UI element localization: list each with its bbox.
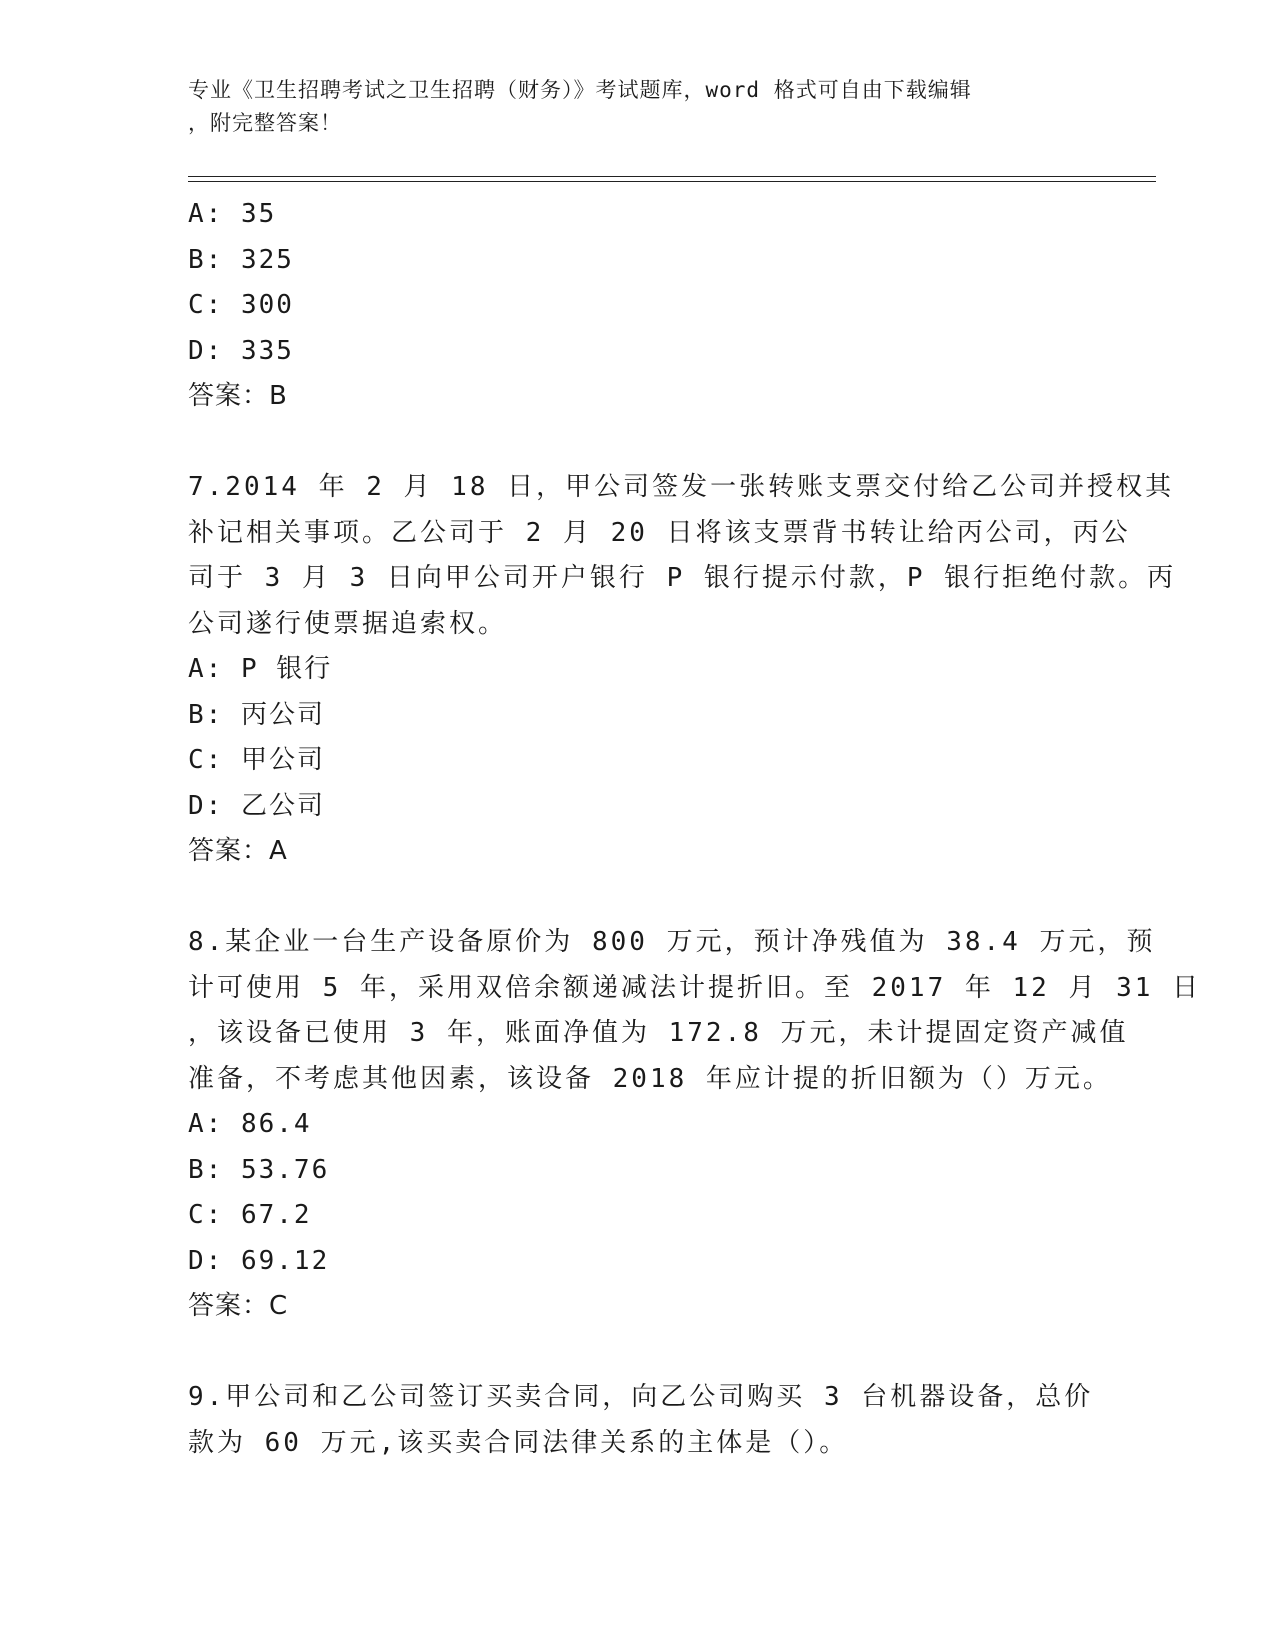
spacer [188, 1330, 1088, 1376]
question-line: 7.2014 年 2 月 18 日，甲公司签发一张转账支票交付给乙公司并授权其 [188, 472, 1175, 502]
question-line: 9.甲公司和乙公司签订买卖合同，向乙公司购买 3 台机器设备，总价 [188, 1382, 1094, 1412]
option-b: B: 325 [188, 244, 294, 275]
option-b: B: 丙公司 [188, 699, 325, 730]
question-line: ，该设备已使用 3 年，账面净值为 172.8 万元，未计提固定资产减值 [188, 1018, 1129, 1048]
question-line: 款为 60 万元,该买卖合同法律关系的主体是（）。 [188, 1427, 849, 1458]
question-7-block [188, 465, 1177, 875]
option-b: B: 53.76 [188, 1154, 330, 1185]
option-a: A: P 银行 [188, 654, 333, 684]
question-line: 司于 3 月 3 日向甲公司开户银行 P 银行提示付款，P 银行拒绝付款。丙 [188, 563, 1177, 593]
question-8-text [188, 920, 1202, 1102]
option-c: C: 67.2 [188, 1200, 312, 1230]
answer-line: 答案：A [188, 836, 288, 866]
question-9-text [188, 1375, 1094, 1466]
header-divider-top [188, 176, 1156, 177]
option-a: A: 86.4 [188, 1109, 312, 1139]
spacer [188, 420, 1088, 466]
header-line-2: ，附完整答案！ [188, 111, 342, 135]
question-7-text [188, 465, 1177, 647]
header-divider-bottom [188, 181, 1156, 182]
question-9-block [188, 1375, 1094, 1466]
spacer [188, 875, 1088, 921]
document-body [188, 192, 1202, 1466]
option-c: C: 300 [188, 290, 294, 320]
answer-line: 答案：C [188, 1291, 289, 1321]
question-8-block [188, 920, 1202, 1330]
option-d: D: 乙公司 [188, 790, 325, 821]
option-d: D: 335 [188, 335, 294, 366]
option-c: C: 甲公司 [188, 745, 325, 775]
question-line: 计可使用 5 年，采用双倍余额递减法计提折旧。至 2017 年 12 月 31 日 [188, 972, 1202, 1003]
question-line: 准备，不考虑其他因素，该设备 2018 年应计提的折旧额为（）万元。 [188, 1063, 1112, 1094]
question-line: 补记相关事项。乙公司于 2 月 20 日将该支票背书转让给丙公司，丙公 [188, 517, 1131, 548]
option-a: A: 35 [188, 199, 277, 229]
option-d: D: 69.12 [188, 1245, 330, 1276]
question-line: 公司遂行使票据追索权。 [188, 608, 508, 639]
answer-line: 答案：B [188, 381, 288, 411]
header-line-1: 专业《卫生招聘考试之卫生招聘（财务）》考试题库，word 格式可自由下载编辑 [188, 78, 972, 102]
question-line: 8.某企业一台生产设备原价为 800 万元，预计净残值为 38.4 万元，预 [188, 927, 1156, 957]
question-6-block [188, 192, 1088, 420]
document-header [188, 74, 1068, 140]
